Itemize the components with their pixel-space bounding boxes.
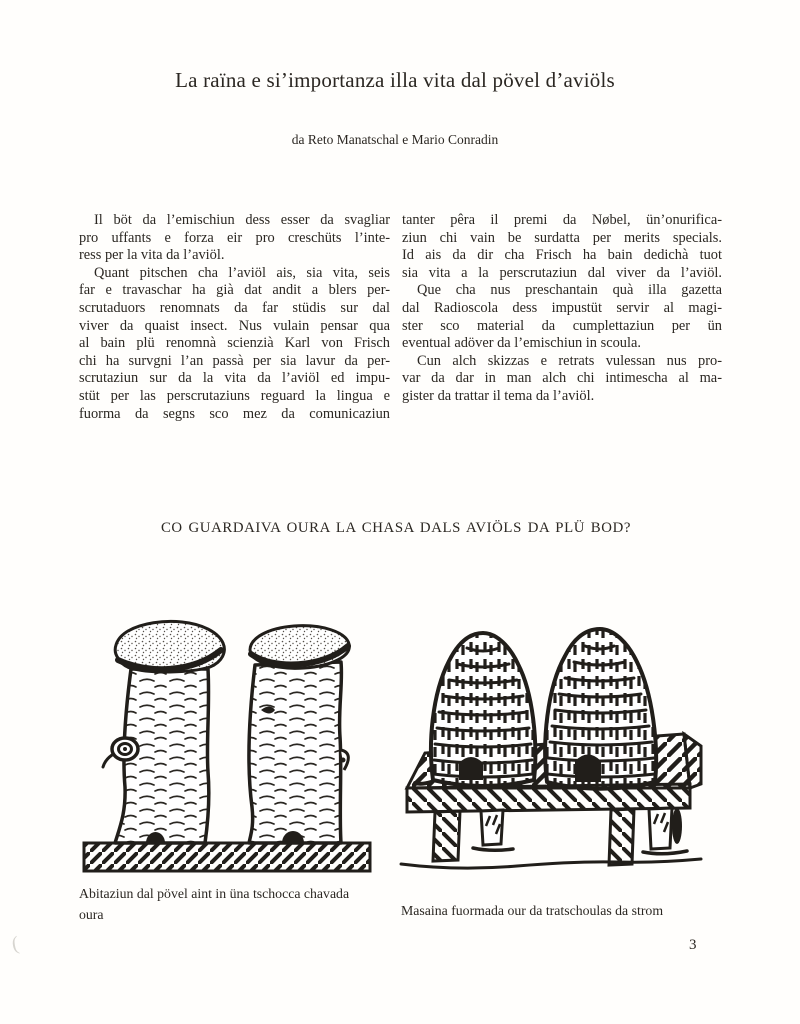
log-hives-illustration bbox=[78, 612, 392, 878]
text-line: al bain plü renomnà scienzià Karl von Frisch bbox=[79, 335, 390, 352]
text-line: chi ha survgni l’an passà per sia lavur da per- bbox=[79, 352, 390, 369]
article-text bbox=[79, 212, 722, 423]
byline: da Reto Manatschal e Mario Conradin bbox=[291, 132, 499, 147]
text-line: ress per la vita da l’aviöl. bbox=[79, 247, 225, 264]
caption-log-hives bbox=[79, 884, 415, 925]
text-line: Que cha nus preschantain quà illa gazetta bbox=[417, 282, 722, 299]
text-column-left bbox=[79, 212, 390, 423]
text-line: Masaina fuormada our da tratschoulas da strom bbox=[401, 903, 664, 918]
right-skep bbox=[545, 629, 656, 789]
figure-straw-skeps bbox=[397, 622, 705, 877]
text-line: ziun chi vain be surdatta per merits specials. bbox=[402, 229, 722, 246]
text-line: stüt per las perscrutaziuns reguard la lingua e bbox=[79, 387, 390, 404]
text-line: far e travaschar ha già dat andit a blers per- bbox=[79, 282, 390, 299]
text-line: Id ais da dir cha Frisch ha bain dedichà tuot bbox=[402, 247, 722, 264]
text-line: tanter pêra il premi da Nøbel, ün’onurifica- bbox=[402, 212, 722, 228]
text-line: scrutaduors renomnats da far stüdis sur dal bbox=[79, 299, 390, 316]
text-column-right bbox=[402, 212, 722, 423]
left-skep bbox=[415, 633, 535, 786]
left-log-hive bbox=[103, 621, 224, 843]
text-line: sia vita a la perscrutaziun dal viver da l’aviöl. bbox=[402, 264, 722, 281]
text-line: viver da quaist insect. Nus vulain pensar qua bbox=[79, 317, 390, 334]
entrance-hole bbox=[459, 757, 483, 780]
figure-log-hives bbox=[78, 612, 392, 883]
text-line: oura bbox=[79, 906, 104, 922]
plank bbox=[84, 843, 370, 871]
section-heading: CO GUARDAIVA OURA LA CHASA DALS AVIÖLS DA PLÜ BOD? bbox=[160, 520, 632, 536]
bench-legs bbox=[433, 808, 687, 865]
text-line: dal Radioscola dess impustüt servir al magi- bbox=[402, 299, 722, 316]
text-line: fuorma da segns sco mez da comunicaziun bbox=[79, 405, 390, 422]
text-line: Abitaziun dal pövel aint in üna tschocca chavada bbox=[79, 886, 350, 901]
page-number: 3 bbox=[689, 937, 697, 953]
text-line: Cun alch skizzas e retrats vulessan nus pro- bbox=[417, 352, 722, 369]
straw-skeps-illustration bbox=[397, 622, 705, 872]
entrance-hole bbox=[575, 755, 601, 783]
text-line: scrutaziun sur da la vita da l’aviöl ed impu- bbox=[79, 370, 390, 387]
text-line: eventual adöver da l’emischiun in scoula. bbox=[402, 335, 641, 352]
right-log-hive bbox=[249, 626, 349, 843]
scan-artifact: ( bbox=[10, 932, 21, 956]
text-line: Quant pitschen cha l’aviöl ais, sia vita, seis bbox=[94, 264, 390, 281]
text-line: Il böt da l’emischiun dess esser da svagliar bbox=[94, 212, 390, 228]
page-title: La raïna e si’importanza illa vita dal pövel d’aviöls bbox=[175, 68, 615, 92]
text-line: gister da trattar il tema da l’aviöl. bbox=[402, 387, 595, 404]
caption-straw-skeps bbox=[401, 901, 731, 922]
text-line: ster sco material da cumplettaziun per ün bbox=[402, 317, 722, 334]
text-line: var da dar in man alch chi intimescha al ma- bbox=[402, 370, 722, 387]
text-line: pro uffants e forza eir pro creschüts l’inte- bbox=[79, 229, 390, 246]
